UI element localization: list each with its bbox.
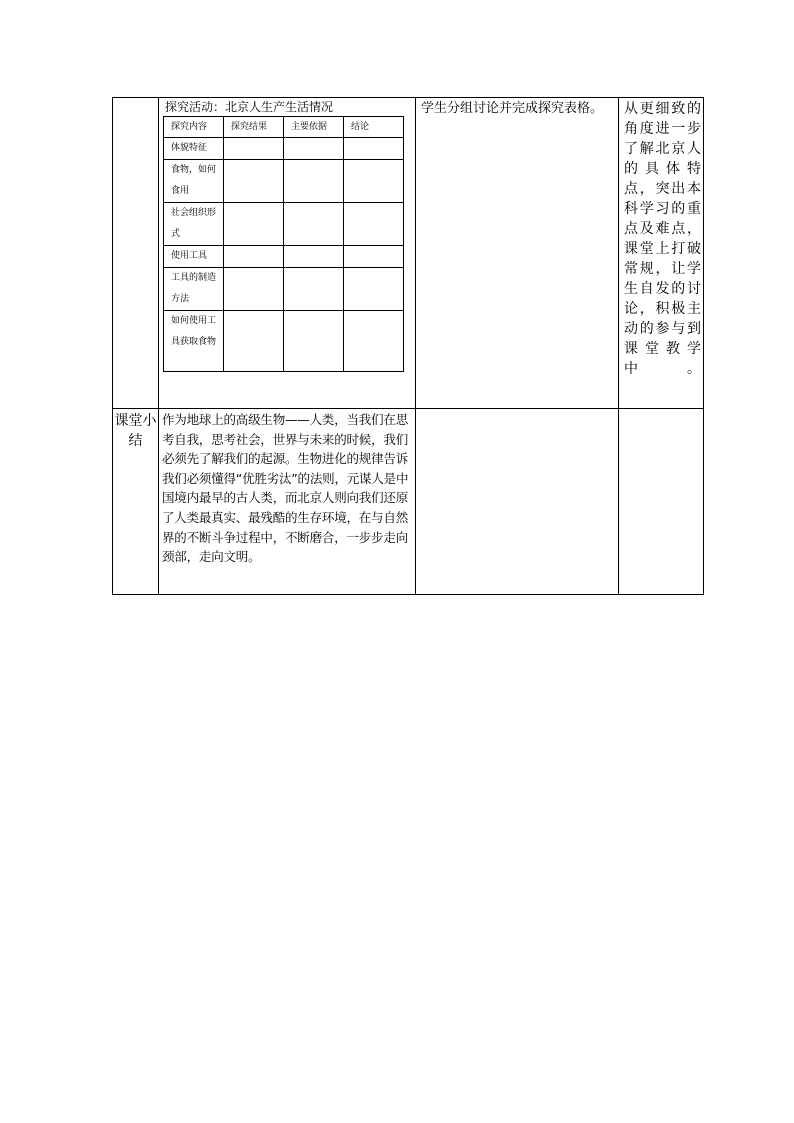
inquiry-header-cell: 结论 — [344, 117, 404, 138]
lesson-plan-table — [112, 97, 704, 595]
section-label-cell — [113, 98, 159, 409]
teaching-content-cell — [159, 98, 416, 409]
inquiry-answer-cell[interactable] — [344, 203, 404, 246]
inquiry-item: 工具的制造方法 — [164, 268, 224, 311]
table-row — [113, 409, 704, 595]
inquiry-answer-cell[interactable] — [284, 160, 344, 203]
inquiry-header-row — [164, 117, 404, 138]
inquiry-row — [164, 311, 404, 372]
activity-title: 探究活动：北京人生产生活情况 — [165, 100, 334, 114]
inquiry-answer-cell[interactable] — [284, 268, 344, 311]
inquiry-answer-cell[interactable] — [224, 311, 284, 372]
inquiry-answer-cell[interactable] — [344, 311, 404, 372]
inquiry-item: 体貌特征 — [164, 138, 224, 160]
inquiry-item: 如何使用工具获取食物 — [164, 311, 224, 372]
design-intent-cell: 从更细致的角度进一步了解北京人的具体特点，突出本科学习的重点及难点，课堂上打破常规，让学生自发的讨论，积极主动的参与到课堂教学中。 — [619, 98, 704, 409]
inquiry-answer-cell[interactable] — [284, 311, 344, 372]
inquiry-answer-cell[interactable] — [224, 138, 284, 160]
table-row — [113, 98, 704, 409]
inquiry-header-cell: 探究内容 — [164, 117, 224, 138]
inquiry-row — [164, 246, 404, 268]
inquiry-answer-cell[interactable] — [344, 268, 404, 311]
inquiry-item: 食物，如何食用 — [164, 160, 224, 203]
design-intent-cell — [619, 409, 704, 595]
inquiry-answer-cell[interactable] — [344, 138, 404, 160]
inquiry-row — [164, 160, 404, 203]
student-activity-cell — [416, 409, 619, 595]
section-label: 课堂小结 — [113, 409, 159, 595]
inquiry-answer-cell[interactable] — [224, 160, 284, 203]
inquiry-header-cell: 探究结果 — [224, 117, 284, 138]
inquiry-answer-cell[interactable] — [284, 138, 344, 160]
inquiry-answer-cell[interactable] — [284, 203, 344, 246]
inquiry-answer-cell[interactable] — [344, 246, 404, 268]
inquiry-item: 社会组织形式 — [164, 203, 224, 246]
inquiry-answer-cell[interactable] — [224, 268, 284, 311]
inquiry-row — [164, 268, 404, 311]
student-activity-cell: 学生分组讨论并完成探究表格。 — [416, 98, 619, 409]
inquiry-answer-cell[interactable] — [224, 203, 284, 246]
inquiry-answer-cell[interactable] — [284, 246, 344, 268]
inquiry-item: 使用工具 — [164, 246, 224, 268]
inquiry-row — [164, 138, 404, 160]
inquiry-answer-cell[interactable] — [344, 160, 404, 203]
inquiry-table — [163, 116, 404, 372]
inquiry-answer-cell[interactable] — [224, 246, 284, 268]
inquiry-header-cell: 主要依据 — [284, 117, 344, 138]
inquiry-row — [164, 203, 404, 246]
summary-text: 作为地球上的高级生物——人类，当我们在思考自我，思考社会，世界与未来的时候，我们必须先了解我们的起源。生物进化的规律告诉我们必须懂得“优胜劣汰”的法则，元谋人是中国境内最早的古人类，而北京人则向我们还原了人类最真实、最残酷的生存环境，在与自然界的不断斗争过程中，不断磨合，一步步走向颈部，走向文明。 — [159, 409, 416, 595]
